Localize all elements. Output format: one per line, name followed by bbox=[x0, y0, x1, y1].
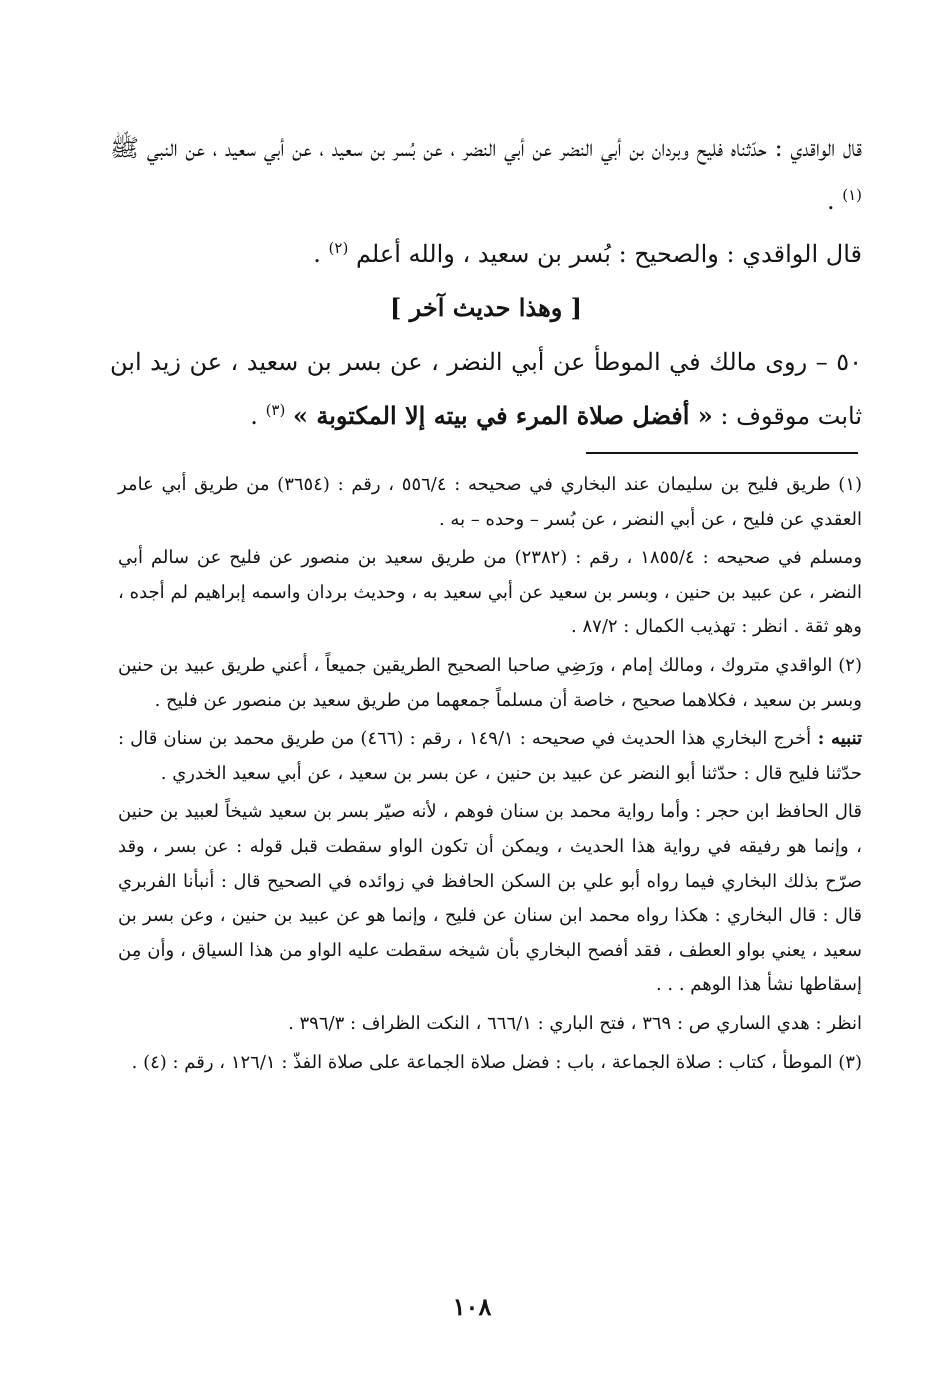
footnote-hafiz-quote: قال الحافظ ابن حجر : وأما رواية محمد بن سنان فوهم ، لأنه صيّر بسر بن سعيد شيخاً لعبيد بن حنين ، وإنما هو رفيقه في رواية هذا الحديث ، ويمكن أن تكون الواو سقطت قبل قوله : عن بسر ، وقد صرّح بذلك البخاري فيما رواه أبو علي بن السكن الحافظ في زوائده في الصحيح قال : أنبأنا الفربري قال : قال البخاري : هكذا رواه محمد ابن سنان عن فليح ، وإنما هو عن عبيد بن حنين ، وعن بسر بن سعيد ، يعني بواو العطف ، فقد أفصح البخاري بأن شيخه سقطت عليه الواو من هذا السياق ، وأن مِن إسقاطها نشأ هذا الوهم . . . bbox=[118, 801, 862, 996]
main-text bbox=[110, 122, 862, 443]
footnote-1-continued: ومسلم في صحيحه : ١٨٥٥/٤ ، رقم : (٢٣٨٢) من طريق سعيد بن منصور عن فليح عن سالم أبي النضر ، عن عبيد بن حنين ، وبسر بن سعيد عن أبي سعيد به ، وحديث بردان واسمه إبراهيم لم أجده ، وهو ثقة . انظر : تهذيب الكمال : ٨٧/٢ . bbox=[118, 547, 863, 638]
paragraph-text: ٥٠ – روى مالك في الموطأ عن أبي النضر ، عن بسر بن سعيد ، عن زيد ابن ثابت موقوف : bbox=[110, 348, 862, 430]
punctuation: . bbox=[826, 187, 843, 215]
punctuation: . bbox=[250, 402, 266, 430]
paragraph-waqidi-isnad bbox=[110, 122, 862, 228]
footnote-tanbih bbox=[118, 722, 862, 791]
footnote-references: انظر : هدي الساري ص : ٣٦٩ ، فتح الباري : ٦٦٦/١ ، النكت الظراف : ٣٩٦/٣ . bbox=[288, 1012, 862, 1034]
footnote-ref-3[interactable]: (٣) bbox=[265, 401, 286, 419]
footnotes bbox=[118, 468, 862, 1084]
footnote-3: (٣) الموطأ ، كتاب : صلاة الجماعة ، باب : فضل صلاة الجماعة على صلاة الفذّ : ١٢٦/١ ، رقم : (٤) . bbox=[131, 1051, 862, 1073]
hadith-quote: « أفضل صلاة المرء في بيته إلا المكتوبة » bbox=[292, 401, 713, 430]
tanbih-label: تنبيه : bbox=[811, 728, 863, 750]
footnote-separator bbox=[586, 452, 858, 454]
page-number: ١٠٨ bbox=[452, 1292, 492, 1321]
tanbih-text: أخرج البخاري هذا الحديث في صحيحه : ١٤٩/١ ، رقم : (٤٦٦) من طريق محمد بن سنان قال : حدّثنا فليح قال : حدّثنا أبو النضر عن عبيد بن حنين ، عن بسر بن سعيد ، عن أبي سعيد الخدري . bbox=[118, 728, 862, 784]
footnote-2: (٢) الواقدي متروك ، ومالك إمام ، ورَضِي صاحبا الصحيح الطريقين جميعاً ، أعني طريق عبيد بن حنين وبسر بن سعيد ، فكلاهما صحيح ، خاصة أن مسلماً جمعهما من طريق سعيد بن منصور عن فليح . bbox=[118, 654, 862, 711]
section-heading: [ وهذا حديث آخر ] bbox=[389, 293, 583, 322]
paragraph-text: قال الواقدي : والصحيح : بُسر بن سعيد ، والله أعلم bbox=[355, 240, 862, 268]
footnote-1: (١) طريق فليح بن سليمان عند البخاري في صحيحه : ٥٥٦/٤ ، رقم : (٣٦٥٤) من طريق أبي عامر العقدي عن فليح ، عن أبي النضر ، عن بُسر – وحده – به . bbox=[118, 474, 863, 530]
paragraph-text: قال الواقدي : حدّثناه فليح وبردان بن أبي النضر عن أبي النضر ، عن بُسر بن سعيد ، عن أبي سعيد ، عن النبي ﷺ bbox=[110, 134, 862, 162]
paragraph-hadith-50 bbox=[110, 336, 862, 443]
paragraph-waqidi-sahih bbox=[110, 228, 862, 281]
punctuation: . bbox=[313, 240, 329, 268]
footnote-ref-2[interactable]: (٢) bbox=[328, 239, 349, 257]
footnote-ref-1[interactable]: (١) bbox=[842, 186, 862, 204]
